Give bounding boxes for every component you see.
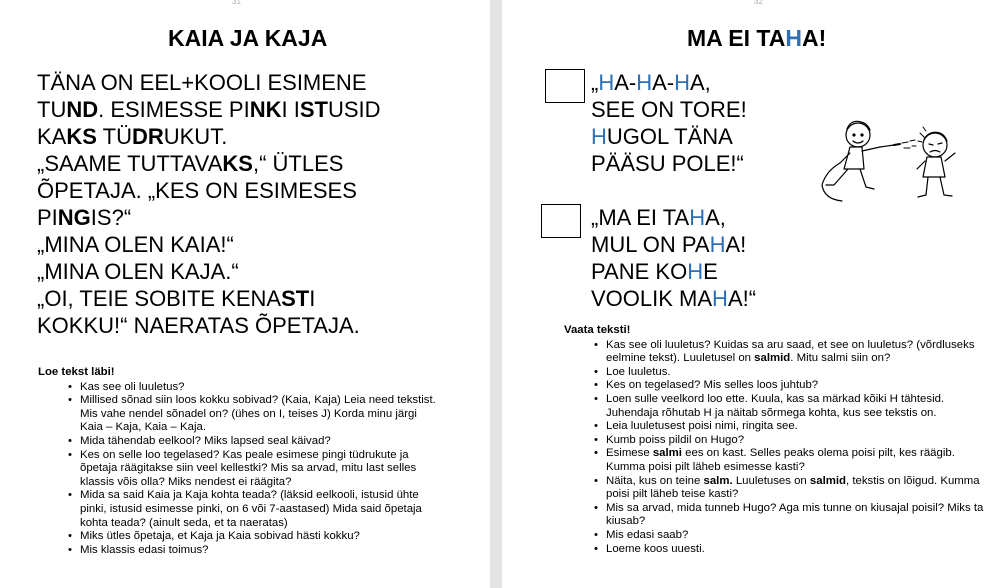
highlighted-letter: H [674,70,690,95]
text-run: ÕPETAJA. „KES ON ESIMESES [37,178,357,203]
question-item [564,366,984,380]
question-item [38,449,438,490]
highlighted-letter: H [689,205,706,230]
text-run: „MINA OLEN KAIA!“ [37,232,234,257]
text-run: Kumb poiss pildil on Hugo? [606,433,745,446]
questions-heading: Loe tekst läbi! [38,366,115,378]
text-line [37,231,381,258]
text-run: TÜ [96,124,132,149]
bold-text: KS [66,124,97,149]
text-run: , tekstis on lõigud. Kumma poisi pilt läheb teise kasti? [606,474,980,501]
highlighted-letter: H [636,70,653,95]
text-line [37,177,381,204]
bold-text: salmid [809,474,847,487]
page-number: 31 [232,0,241,6]
text-run: A, [705,205,726,230]
page-gutter [490,0,502,588]
text-line [37,123,381,150]
text-run: A! [802,25,827,51]
text-line [591,258,756,285]
text-run: Mida tähendab eelkool? Miks lapsed seal käivad? [80,434,331,447]
text-run: IS?“ [90,205,132,230]
text-run: Mida sa said Kaia ja Kaja kohta teada? (läksid eelkooli, istusid ühte pinki, istusid esimesse pinki, on 6 või 7-aastased) Mida said õpetaja kohta teada? (ainult seda, et ta naeratas) [80,489,422,529]
stanza-1 [591,69,747,177]
text-run: Loeme koos uuesti. [606,542,705,555]
question-item [564,379,984,393]
text-run: Näita, kus on teine [606,474,704,487]
answer-box-2[interactable] [541,204,581,238]
questions-block [564,324,984,556]
text-run: A- [652,70,675,95]
text-run: I [309,286,316,311]
text-run: Mis sa arvad, mida tunneb Hugo? Aga mis tunne on kiusajal poisil? Miks ta kiusab? [606,501,984,528]
question-item [564,475,984,502]
text-line [591,204,756,231]
highlighted-letter: H [591,124,607,149]
page-number: 32 [754,0,763,6]
question-item [564,529,984,543]
text-run: KA [37,124,67,149]
text-run: UKUT. [163,124,228,149]
boys-with-hose-illustration [820,115,970,210]
text-run: Luuletuses on [732,474,810,487]
text-run: Miks ütles õpetaja, et Kaja ja Kaia sobivad hästi kokku? [80,530,360,543]
bold-text: NK [249,97,282,122]
question-item [564,434,984,448]
text-run: SEE ON TORE! [591,97,747,122]
text-run: TÄNA ON EEL+KOOLI ESIMENE [37,70,367,95]
bold-text: ST [299,97,328,122]
text-line [37,69,381,96]
text-line [591,123,747,150]
text-run: PÄÄSU POLE!“ [591,151,744,176]
text-line [37,150,381,177]
text-run: „ [591,70,599,95]
text-run: Millised sõnad siin loos kokku sobivad? (Kaia, Kaja) Leia need tekstist. Mis vahe nendel sõnadel on? (ühes on I, teises J) Korda minu järgi Kaia – Kaja, Kaia – Kaja. [80,394,436,434]
text-run: I I [281,97,300,122]
text-run: Loen sulle veelkord loo ette. Kuula, kas sa märkad kõiki H tähtesid. Juhendaja rõhutab H ja näitab sõrmega kohta, kus see tekstis on. [606,392,945,419]
bold-text: KS [222,151,253,176]
text-line [591,285,756,312]
text-run: USID [327,97,381,122]
text-run: Esimese [606,447,653,460]
text-run: Kas see oli luuletus? Kuidas sa aru saad, et see on luuletus? (võrdluseks eelmine tekst). Luuletusel on [606,338,975,365]
text-run: . ESIMESSE PI [98,97,250,122]
text-line [37,285,381,312]
text-run: „MA EI TA [591,205,690,230]
text-run: „SAAME TUTTAVA [37,151,223,176]
bold-text: ST [281,286,310,311]
text-run: A, [690,70,711,95]
highlighted-letter: H [709,232,726,257]
text-run: KOKKU!“ NAERATAS ÕPETAJA. [37,313,360,338]
bold-text: NG [57,205,91,230]
question-item [564,339,984,366]
text-line [37,312,381,339]
text-line [37,204,381,231]
text-run: TU [37,97,67,122]
page-right [502,0,1000,588]
text-run: ees on kast. Selles peaks olema poisi pilt, kes räägib. Kumma poisi pilt läheb esimesse kasti? [606,447,955,473]
bold-text: salm. [703,474,733,487]
text-line [37,96,381,123]
text-line [591,231,756,258]
question-item [38,394,438,435]
questions-heading: Vaata teksti! [564,324,631,336]
question-item [38,381,438,395]
text-line [37,258,381,285]
text-run: Kes on selle loo tegelased? Kas peale esimese pingi tüdrukute ja õpetaja räägitakse siin veel kellestki? Mis sa arvad, mitu last selles klassis võis olla? Miks nendest ei räägita? [80,448,417,488]
text-run: A- [614,70,637,95]
text-line [591,69,747,96]
text-run: „MINA OLEN KAJA.“ [37,259,239,284]
questions-block [38,366,438,557]
story-text [37,69,381,339]
text-run: „OI, TEIE SOBITE KENA [37,286,282,311]
text-run: Kes on tegelased? Mis selles loos juhtub? [606,379,819,392]
text-run: Mis edasi saab? [606,528,689,541]
page-title: KAIA JA KAJA [168,25,328,51]
page-left [0,0,490,588]
question-item [38,435,438,449]
text-run: PI [37,205,58,230]
text-run: A!“ [727,286,757,311]
text-run: UGOL TÄNA [606,124,733,149]
text-run: MUL ON PA [591,232,710,257]
text-run: Kas see oli luuletus? [80,380,185,393]
question-item [564,502,984,529]
text-run: VOOLIK MA [591,286,713,311]
bold-text: salmi [652,447,682,460]
question-item [38,489,438,530]
highlighted-letter: H [687,259,704,284]
stanza-2 [591,204,756,312]
text-run: PANE KO [591,259,688,284]
question-item [38,530,438,544]
bold-text: salmid [754,352,791,365]
question-item [564,420,984,434]
question-item [38,544,438,558]
text-line [591,150,747,177]
text-run: ,“ ÜTLES [252,151,344,176]
question-item [564,447,984,474]
highlighted-letter: H [598,70,615,95]
highlighted-letter: H [712,286,728,311]
question-item [564,393,984,420]
page-title [687,25,826,52]
text-line [591,96,747,123]
questions-list [38,381,438,558]
text-run: E [703,259,718,284]
bold-text: ND [66,97,99,122]
questions-list [564,339,984,557]
answer-box-1[interactable] [545,69,585,103]
text-run: Loe luuletus. [606,365,671,378]
text-run: Leia luuletusest poisi nimi, ringita see. [606,420,798,433]
question-item [564,543,984,557]
bold-text: DR [131,124,164,149]
text-run: A! [725,232,747,257]
text-run: Mis klassis edasi toimus? [80,543,209,556]
text-run: . Mitu salmi siin on? [790,352,891,365]
highlighted-letter: H [785,25,803,51]
text-run: MA EI TA [687,25,786,51]
